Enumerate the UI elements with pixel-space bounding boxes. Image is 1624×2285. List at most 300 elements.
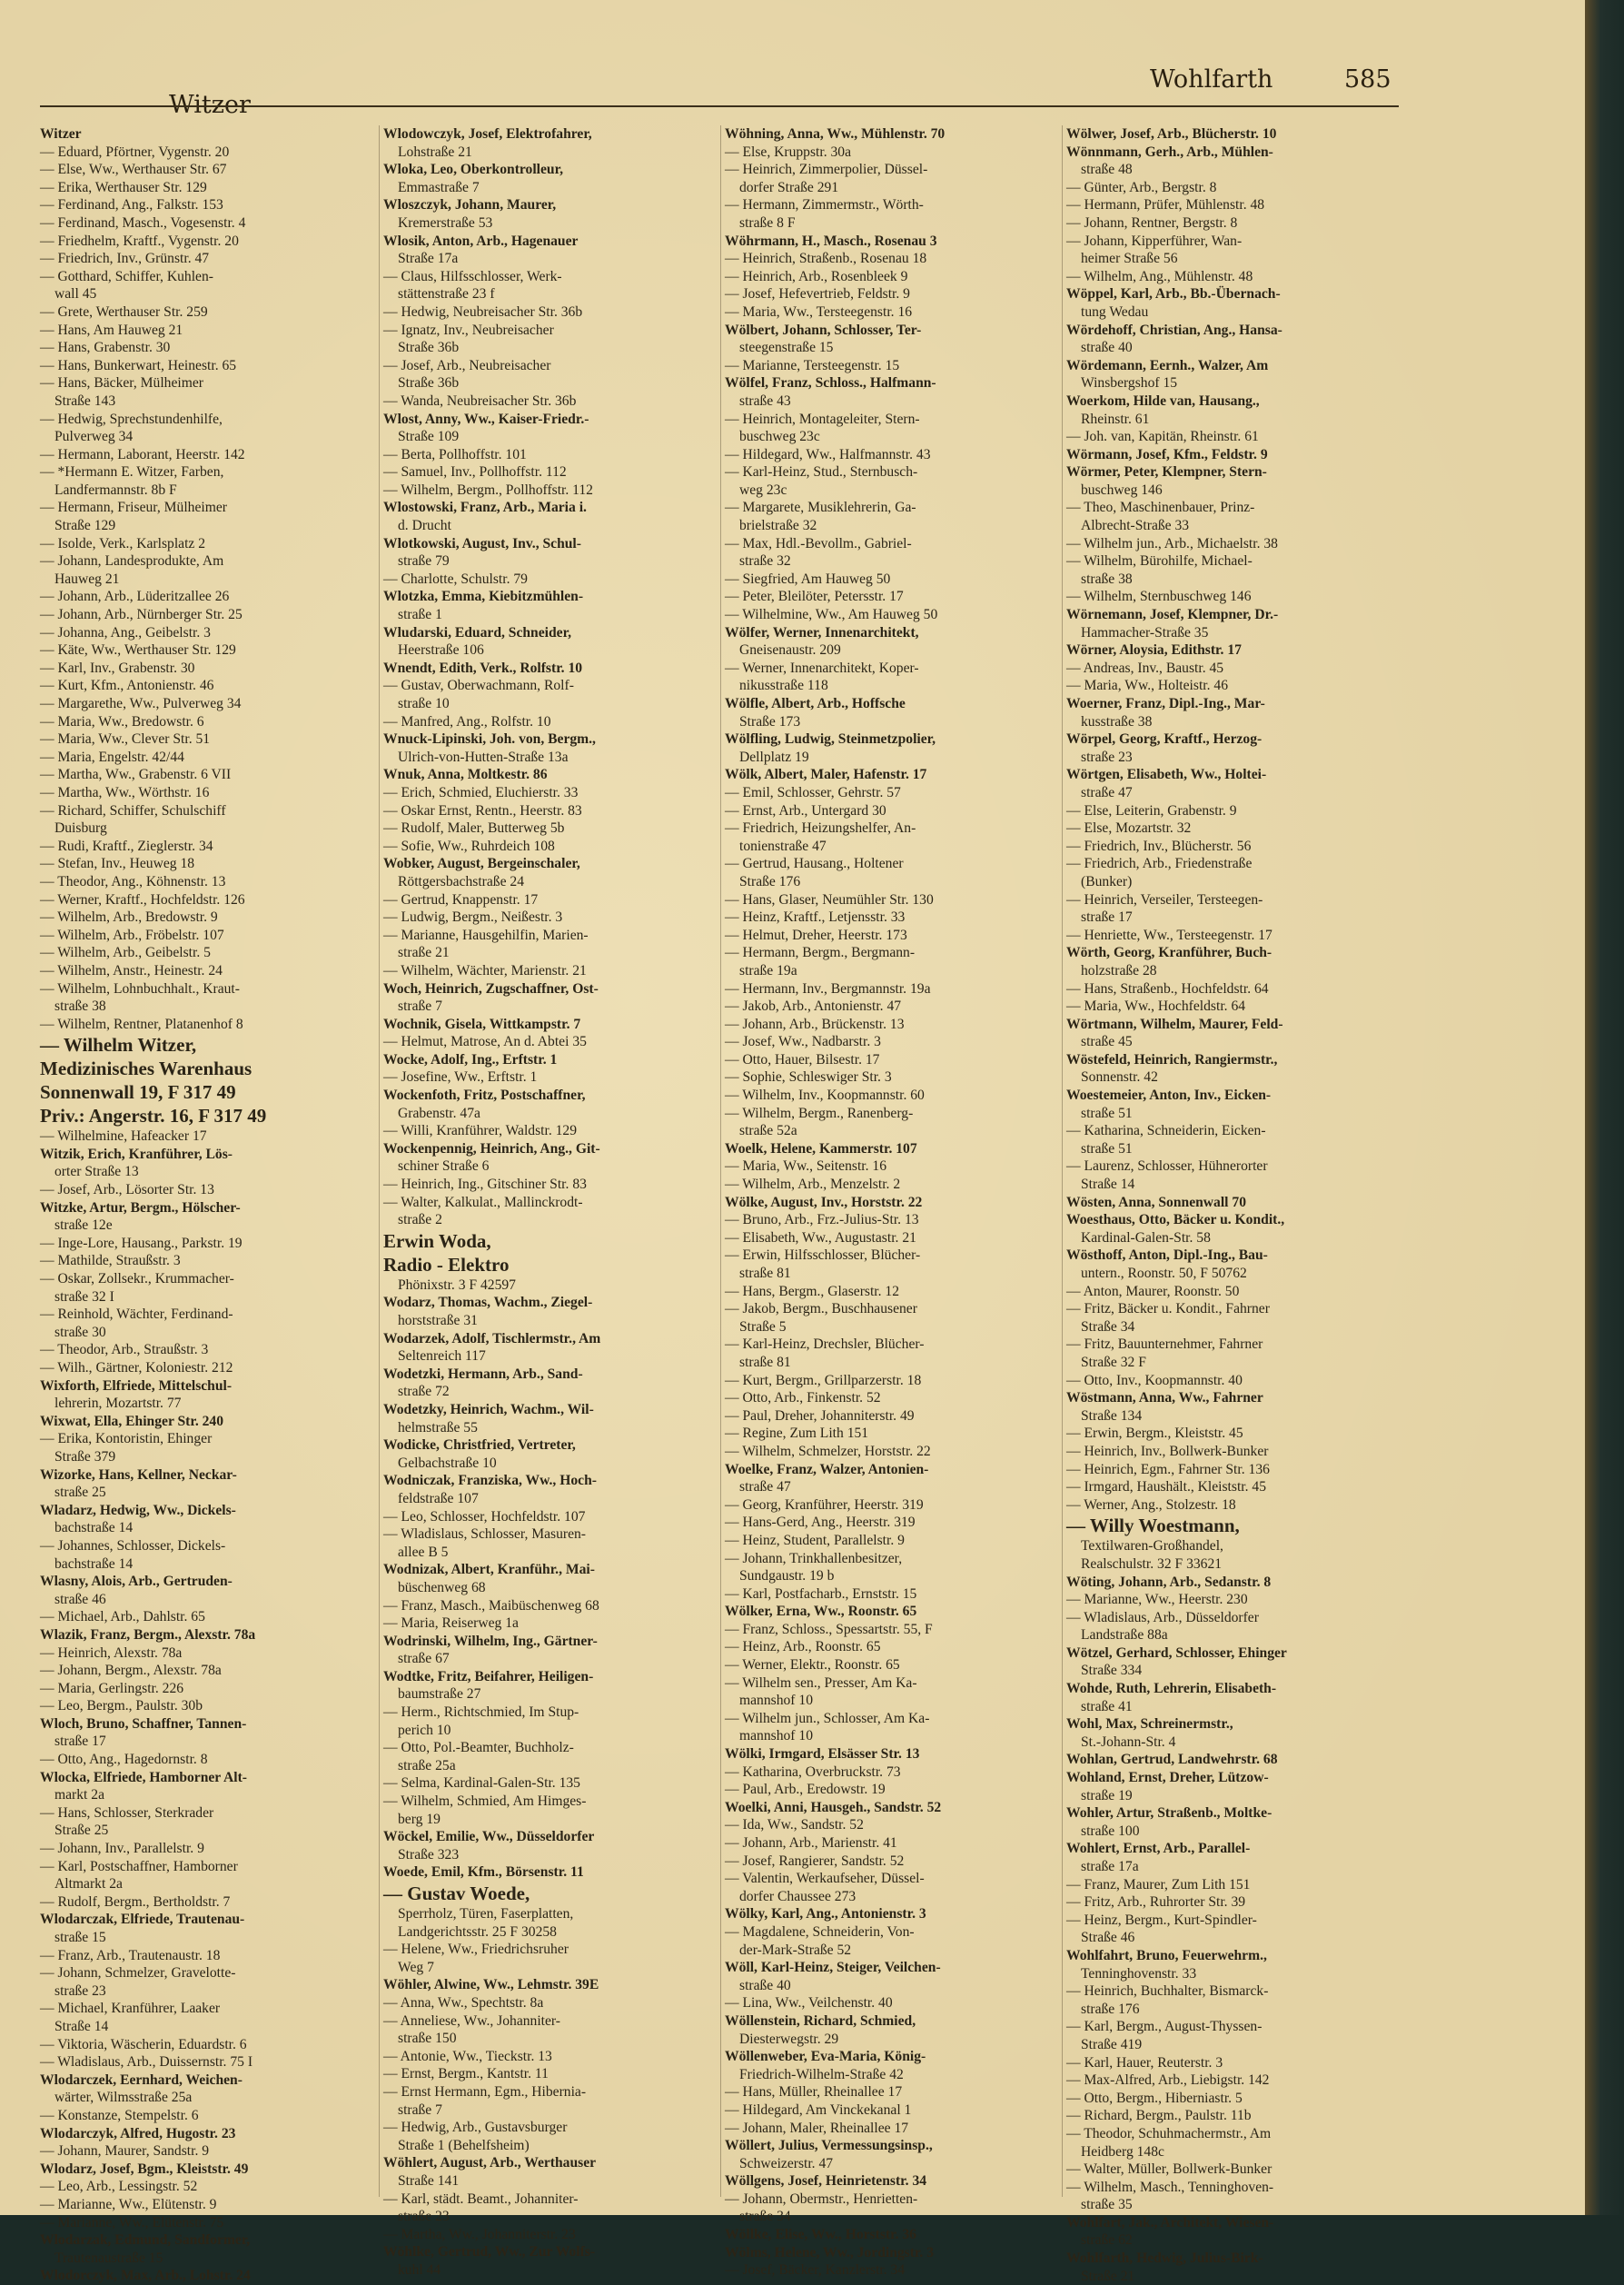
directory-entry-line: — Josef, Bäcker, Kanzlerstr. 34 <box>725 2262 906 2279</box>
directory-entry-line: d. Drucht <box>398 518 451 534</box>
directory-entry-line: helmstraße 55 <box>398 1419 478 1436</box>
directory-entry-line: Wöllert, Julius, Vermessungsinsp., <box>725 2138 933 2154</box>
directory-entry-line: — Michael, Arb., Dahlstr. 65 <box>40 1609 205 1625</box>
directory-entry-line: orter Straße 13 <box>54 1164 139 1180</box>
directory-entry-line: — Selma, Kardinal-Galen-Str. 135 <box>383 1775 580 1792</box>
directory-entry-line: — Else, Mozartstr. 32 <box>1066 820 1192 837</box>
directory-entry-line: Wizorke, Hans, Kellner, Neckar- <box>40 1466 237 1483</box>
directory-entry-line: — Hans-Gerd, Ang., Heerstr. 319 <box>725 1515 916 1531</box>
directory-entry-line: straße 43 <box>739 392 791 409</box>
directory-entry-line: — Hermann, Prüfer, Mühlenstr. 48 <box>1066 197 1265 214</box>
directory-entry-line: nikusstraße 118 <box>739 678 828 694</box>
directory-entry-line: — Kurt, Bergm., Grillparzerstr. 18 <box>725 1372 922 1388</box>
directory-entry-line: straße 48 <box>1081 162 1133 178</box>
column-3 <box>725 125 1065 2279</box>
directory-entry-line: — Henriette, Ww., Tersteegenstr. 17 <box>1066 927 1272 943</box>
directory-entry-line: — Franz, Maurer, Zum Lith 151 <box>1066 1876 1251 1893</box>
directory-entry-line: — Friedrich, Heizungshelfer, An- <box>725 820 916 837</box>
directory-entry-line: — Herm., Richtschmied, Im Stup- <box>383 1704 579 1721</box>
directory-entry-line: — Ignatz, Inv., Neubreisacher <box>383 322 554 338</box>
directory-entry-line: — Gustav Woede, <box>383 1883 530 1904</box>
directory-entry-line: — Hildegard, Am Vinckekanal 1 <box>725 2101 912 2118</box>
directory-entry-line: Wölker, Erna, Ww., Roonstr. 65 <box>725 1604 917 1620</box>
directory-entry-line: — Marianne, Ww., Heerstr. 230 <box>1066 1592 1248 1608</box>
directory-entry-line: straße 38 <box>1081 571 1133 587</box>
directory-entry-line: Gelbachstraße 10 <box>398 1455 497 1471</box>
directory-entry-line: — Margarete, Musiklehrerin, Ga- <box>725 500 916 516</box>
directory-entry-line: Wodniczak, Franziska, Ww., Hoch- <box>383 1473 597 1489</box>
directory-entry-line: — Heinrich, Zimmerpolier, Düssel- <box>725 162 928 178</box>
directory-entry-line: straße 7 <box>398 998 442 1015</box>
directory-entry-line: Trautenaustraße 15 <box>54 2250 163 2266</box>
directory-entry-line: — Hans, Bäcker, Mülheimer <box>40 375 203 392</box>
directory-entry-line: — Regine, Zum Lith 151 <box>725 1426 869 1442</box>
directory-entry-line: — Heinrich, Arb., Rosenbleek 9 <box>725 268 908 284</box>
directory-entry-line: heimer Straße 56 <box>1081 251 1178 267</box>
directory-entry-line: — Otto, Pol.-Beamter, Buchholz- <box>383 1740 574 1756</box>
directory-entry-line: — Maria, Ww., Tersteegenstr. 16 <box>725 303 913 320</box>
directory-entry-line: Tenninghovenstr. 33 <box>1081 1965 1197 1982</box>
directory-entry-line: — Leo, Arb., Lessingstr. 52 <box>40 2179 198 2195</box>
directory-entry-line: — Max, Hdl.-Bevollm., Gabriel- <box>725 535 912 551</box>
directory-entry-line: Realschulstr. 32 F 33621 <box>1081 1555 1223 1572</box>
directory-entry-line: — Erich, Schmied, Eluchierstr. 33 <box>383 784 579 800</box>
directory-entry-line: Woerner, Franz, Dipl.-Ing., Mar- <box>1066 696 1265 711</box>
directory-entry-line: Dellplatz 19 <box>739 749 809 765</box>
directory-entry-line: Textilwaren-Großhandel, <box>1081 1538 1223 1555</box>
directory-entry-line: baumstraße 27 <box>398 1686 481 1703</box>
directory-entry-line: — Heinz, Kraftf., Letjensstr. 33 <box>725 909 906 926</box>
directory-entry-line: (Bunker) <box>1081 873 1133 889</box>
directory-entry-line: Wölfle, Albert, Arb., Hoffsche <box>725 696 906 711</box>
directory-entry-line: — Friedrich, Arb., Friedenstraße <box>1066 856 1253 872</box>
directory-entry-line: — Inge-Lore, Hausang., Parkstr. 19 <box>40 1235 243 1251</box>
directory-entry-line: straße 150 <box>398 2031 457 2047</box>
directory-entry-line: — Willy Woestmann, <box>1066 1515 1240 1537</box>
directory-entry-line: Wodarzek, Adolf, Tischlermstr., Am <box>383 1330 601 1346</box>
directory-entry-line: — Heinz, Bergm., Kurt-Spindler- <box>1066 1912 1257 1928</box>
directory-entry-line: — Maria, Ww., Bredowstr. 6 <box>40 713 204 730</box>
directory-entry-line: Grabenstr. 47a <box>398 1105 480 1121</box>
directory-entry-line: — Martha, Ww., Johanniterstr. 23 <box>383 2226 576 2242</box>
directory-entry-line: — Reinhold, Wächter, Ferdinand- <box>40 1306 233 1323</box>
directory-entry-line: — Hedwig, Sprechstundenhilfe, <box>40 411 223 427</box>
column-1 <box>40 125 381 2284</box>
directory-entry-line: Wnuk, Anna, Moltkestr. 86 <box>383 767 548 783</box>
directory-entry-line: Wlodarczyk, Alfred, Hugostr. 23 <box>40 2125 236 2141</box>
directory-entry-line: — Margarethe, Ww., Pulverweg 34 <box>40 696 242 711</box>
directory-entry-line: Wohler, Artur, Straßenb., Moltke- <box>1066 1805 1272 1822</box>
directory-entry-line: Wörner, Aloysia, Edithstr. 17 <box>1066 642 1242 659</box>
directory-entry-line: schiner Straße 6 <box>398 1158 490 1175</box>
directory-entry-line: straße 15 <box>54 1930 106 1945</box>
directory-entry-line: Ulrich-von-Hutten-Straße 13a <box>398 749 569 765</box>
directory-entry-line: straße 23 <box>54 1982 106 1999</box>
directory-entry-line: Wöckel, Emilie, Ww., Düsseldorfer <box>383 1829 595 1845</box>
directory-entry-line: — Johann, Arb., Marienstr. 41 <box>725 1835 897 1851</box>
directory-entry-line: straße 17a <box>1081 1859 1139 1874</box>
directory-entry-line: Straße 176 <box>739 873 801 889</box>
directory-entry-line: weg 23c <box>739 482 787 498</box>
directory-entry-line: untern., Roonstr. 50, F 50762 <box>1081 1266 1247 1281</box>
directory-entry-line: Wönnmann, Gerh., Arb., Mühlen- <box>1066 144 1273 160</box>
directory-entry-line: St.-Johann-Str. 4 <box>1081 1734 1176 1750</box>
directory-entry-line: Wockenpennig, Heinrich, Ang., Git- <box>383 1140 600 1157</box>
directory-entry-line: steegenstraße 15 <box>739 340 834 356</box>
directory-entry-line: — Friedrich, Inv., Grünstr. 47 <box>40 251 210 267</box>
directory-entry-line: Wöhrmann, H., Masch., Rosenau 3 <box>725 233 937 249</box>
directory-entry-line: Friedrich-Wilhelm-Straße 42 <box>739 2066 904 2082</box>
directory-entry-line: Wlost, Anny, Ww., Kaiser-Friedr.- <box>383 411 589 427</box>
directory-entry-line: — Konstanze, Stempelstr. 6 <box>40 2107 199 2123</box>
directory-entry-line: straße 19a <box>739 962 797 979</box>
directory-entry-line: — Josefine, Ww., Erftstr. 1 <box>383 1069 538 1086</box>
directory-entry-line: — Hedwig, Neubreisacher Str. 36b <box>383 303 583 320</box>
directory-entry-line: — Otto, Bergm., Hiberniastr. 5 <box>1066 2090 1243 2106</box>
directory-entry-line: Wlodarz, Josef, Bgm., Kleiststr. 49 <box>40 2161 249 2177</box>
directory-entry-line: — Leo, Bergm., Paulstr. 30b <box>40 1698 203 1714</box>
directory-entry-line: — Peter, Bleilöter, Petersstr. 17 <box>725 589 904 605</box>
directory-entry-line: — Wilhelm jun., Schlosser, Am Ka- <box>725 1710 930 1726</box>
directory-entry-line: Wocke, Adolf, Ing., Erftstr. 1 <box>383 1051 558 1068</box>
directory-entry-line: straße 8 F <box>739 214 796 231</box>
directory-entry-line: — Marianne, Ww., Elütenstr. 75 <box>40 2214 224 2230</box>
directory-entry-line: Wölfer, Werner, Innenarchitekt, <box>725 624 919 641</box>
directory-entry-line: — Mathilde, Straußstr. 3 <box>40 1253 181 1269</box>
directory-entry-line: — Wilhelm, Inv., Koopmannstr. 60 <box>725 1088 925 1104</box>
directory-entry-line: Woede, Emil, Kfm., Börsenstr. 11 <box>383 1864 584 1881</box>
directory-entry-line: — *Hermann E. Witzer, Farben, <box>40 464 224 481</box>
directory-entry-line: Straße 1 (Behelfsheim) <box>398 2137 530 2153</box>
directory-entry-line: Wohlfahrt, Bruno, Feuerwehrm., <box>1066 1947 1267 1963</box>
directory-entry-line: — Johann, Arb., Brückenstr. 13 <box>725 1016 905 1032</box>
directory-entry-line: — Laurenz, Schlosser, Hühnerorter <box>1066 1158 1268 1175</box>
directory-entry-line: — Wilhelmine, Hafeacker 17 <box>40 1128 207 1145</box>
directory-entry-line: — Oskar Ernst, Rentn., Heerstr. 83 <box>383 802 582 819</box>
directory-entry-line: — Wilhelm, Arb., Menzelstr. 2 <box>725 1177 901 1193</box>
directory-entry-line: — Heinrich, Montageleiter, Stern- <box>725 411 920 427</box>
directory-entry-line: — Marianne, Hausgehilfin, Marien- <box>383 927 589 943</box>
directory-entry-line: straße 17 <box>54 1734 106 1750</box>
directory-entry-line: Straße 36b <box>398 340 460 356</box>
directory-entry-line: straße 7 <box>398 2101 442 2118</box>
directory-entry-line: Duisburg <box>54 820 107 837</box>
directory-entry-line: — Erwin, Hilfsschlosser, Blücher- <box>725 1247 921 1264</box>
directory-entry-line: Wöstmann, Anna, Ww., Fahrner <box>1066 1390 1263 1406</box>
directory-entry-line: straße 23 <box>398 2209 450 2225</box>
directory-entry-line: wärter, Wilmsstraße 25a <box>54 2090 193 2106</box>
directory-entry-line: Wöllenstein, Richard, Schmied, <box>725 2012 916 2029</box>
directory-entry-line: — Hans, Schlosser, Sterkrader <box>40 1804 214 1821</box>
directory-entry-line: Wohl, Max, Schreinermstr., <box>1066 1716 1233 1733</box>
directory-entry-line: Phönixstr. 3 F 42597 <box>398 1277 516 1293</box>
directory-entry-line: der-Mark-Straße 52 <box>739 1942 852 1958</box>
directory-entry-line: holzstraße 28 <box>1081 962 1157 979</box>
directory-entry-line: Woestemeier, Anton, Inv., Eicken- <box>1066 1088 1272 1104</box>
directory-entry-line: straße 38 <box>54 998 106 1015</box>
directory-entry-line: Wixforth, Elfriede, Mittelschul- <box>40 1377 233 1394</box>
directory-entry-line: — Heinz, Arb., Roonstr. 65 <box>725 1639 881 1655</box>
directory-entry-line: Hammacher-Straße 35 <box>1081 624 1209 641</box>
directory-entry-line: Straße 14 <box>1081 1177 1135 1193</box>
directory-entry-line: — Gustav, Oberwachmann, Rolf- <box>383 678 574 694</box>
directory-entry-line: Wlodorczyk, Max, Arb., Lohstr. 24 <box>40 2268 251 2284</box>
directory-entry-line: — Wilhelm, Schmelzer, Horststr. 22 <box>725 1443 931 1459</box>
directory-entry-line: straße 72 <box>398 1384 450 1400</box>
directory-entry-line: — Sophie, Schleswiger Str. 3 <box>725 1069 892 1086</box>
directory-entry-line: — Johann, Maurer, Sandstr. 9 <box>40 2143 210 2160</box>
directory-entry-line: — Marianne, Ww., Elütenstr. 9 <box>40 2196 217 2212</box>
directory-entry-line: straße 2 <box>398 1212 442 1228</box>
directory-entry-line: — Hans, Müller, Rheinallee 17 <box>725 2084 903 2101</box>
directory-entry-line: straße 30 <box>54 1324 106 1340</box>
directory-entry-line: — Viktoria, Wäscherin, Eduardstr. 6 <box>40 2036 247 2052</box>
directory-entry-line: straße 67 <box>398 1651 450 1667</box>
directory-entry-line: — Werner, Kraftf., Hochfeldstr. 126 <box>40 891 245 908</box>
directory-entry-line: Wochnik, Gisela, Wittkampstr. 7 <box>383 1016 581 1032</box>
directory-entry-line: — Wladislaus, Schlosser, Masuren- <box>383 1526 586 1543</box>
directory-entry-line: — Maria, Ww., Hochfeldstr. 64 <box>1066 998 1246 1015</box>
directory-entry-line: straße 40 <box>1081 340 1133 356</box>
directory-entry-line: — Hermann, Bergm., Bergmann- <box>725 945 916 961</box>
directory-entry-line: perich 10 <box>398 1722 451 1738</box>
directory-entry-line: — Joh. van, Kapitän, Rheinstr. 61 <box>1066 429 1259 445</box>
directory-entry-line: straße 25 <box>54 1485 106 1501</box>
directory-entry-line: Diesterwegstr. 29 <box>739 2031 839 2047</box>
directory-entry-line: Sundgaustr. 19 b <box>739 1568 835 1585</box>
directory-entry-line: — Fritz, Arb., Ruhrorter Str. 39 <box>1066 1894 1246 1911</box>
directory-entry-line: Wodetzki, Hermann, Arb., Sand- <box>383 1366 583 1382</box>
directory-entry-line: Woelki, Anni, Hausgeh., Sandstr. 52 <box>725 1799 942 1815</box>
directory-entry-line: Kardinal-Galen-Str. 58 <box>1081 1229 1211 1246</box>
directory-entry-line: Wixwat, Ella, Ehinger Str. 240 <box>40 1413 224 1429</box>
directory-entry-line: wall 45 <box>54 286 97 303</box>
directory-entry-line: Winsbergshof 15 <box>1081 375 1178 392</box>
directory-entry-line: Wlazik, Franz, Bergm., Alexstr. 78a <box>40 1626 256 1643</box>
directory-entry-line: Wladarz, Hedwig, Ww., Dickels- <box>40 1502 236 1518</box>
directory-entry-line: Wölfling, Ludwig, Steinmetzpolier, <box>725 731 936 748</box>
page-header <box>0 64 1585 119</box>
directory-entry-line: Witzik, Erich, Kranführer, Lös- <box>40 1146 233 1162</box>
directory-entry-line: straße 19 <box>1081 1787 1133 1803</box>
directory-entry-line: Straße 419 <box>1081 2036 1143 2052</box>
directory-entry-line: Wöll, Karl-Heinz, Steiger, Veilchen- <box>725 1960 941 1976</box>
directory-entry-line: kuhl 44 <box>398 2261 441 2278</box>
directory-entry-line: — Otto, Ang., Hagedornstr. 8 <box>40 1752 208 1768</box>
directory-entry-line: Medizinisches Warenhaus <box>40 1058 253 1080</box>
directory-entry-line: — Willi, Kranführer, Waldstr. 129 <box>383 1123 578 1139</box>
directory-entry-line: Wnuck-Lipinski, Joh. von, Bergm., <box>383 731 596 748</box>
directory-entry-line: — Antonie, Ww., Tieckstr. 13 <box>383 2048 552 2064</box>
directory-entry-line: Straße 25 <box>54 1823 109 1839</box>
directory-entry-line: — Hermann, Inv., Bergmannstr. 19a <box>725 980 931 997</box>
directory-entry-line: — Johann, Rentner, Bergstr. 8 <box>1066 214 1238 231</box>
directory-entry-line: Woch, Heinrich, Zugschaffner, Ost- <box>383 980 599 997</box>
directory-entry-line: — Else, Kruppstr. 30a <box>725 144 852 160</box>
directory-entry-line: — Ferdinand, Ang., Falkstr. 153 <box>40 197 223 214</box>
directory-entry-line: Heerstraße 106 <box>398 642 484 659</box>
directory-entry-line: — Wilhelm, Lohnbuchhalt., Kraut- <box>40 980 240 997</box>
header-right-title: Wohlfarth <box>1150 65 1273 94</box>
directory-entry-line: Sonnenwall 19, F 317 49 <box>40 1081 236 1104</box>
directory-entry-line: Wördemann, Eernh., Walzer, Am <box>1066 357 1269 373</box>
directory-entry-line: Wludarski, Eduard, Schneider, <box>383 624 571 641</box>
directory-entry-line: Wölky, Karl, Ang., Antonienstr. 3 <box>725 1906 926 1922</box>
directory-entry-line: — Hermann, Friseur, Mülheimer <box>40 500 227 516</box>
directory-entry-line: — Rudi, Kraftf., Zieglerstr. 34 <box>40 838 213 854</box>
directory-entry-line: — Hans, Bergm., Glaserstr. 12 <box>725 1283 900 1299</box>
directory-entry-line: Straße 14 <box>54 2018 109 2034</box>
directory-entry-line: — Ernst, Bergm., Kantstr. 11 <box>383 2066 549 2082</box>
directory-entry-line: — Isolde, Verk., Karlsplatz 2 <box>40 535 206 551</box>
directory-entry-line: Woesthaus, Otto, Bäcker u. Kondit., <box>1066 1212 1285 1228</box>
directory-entry-line: straße 10 <box>398 696 450 711</box>
directory-entry-line: Seltenreich 117 <box>398 1348 486 1365</box>
directory-entry-line: straße 12e <box>54 1217 113 1234</box>
directory-entry-line: — Oskar, Zollsekr., Krummacher- <box>40 1271 234 1287</box>
directory-entry-line: — Hans, Bunkerwart, Heinestr. 65 <box>40 357 237 373</box>
directory-entry-line: — Werner, Elektr., Roonstr. 65 <box>725 1657 900 1674</box>
directory-entry-line: Radio - Elektro <box>383 1253 510 1276</box>
directory-entry-line: Straße 17a <box>398 251 459 267</box>
directory-entry-line: — Gotthard, Schiffer, Kuhlen- <box>40 268 213 284</box>
directory-entry-line: — Hans, Am Hauweg 21 <box>40 322 183 338</box>
directory-entry-line: — Elisabeth, Ww., Augustastr. 21 <box>725 1229 916 1246</box>
directory-entry-line: — Marianne, Tersteegenstr. 15 <box>725 357 900 373</box>
directory-entry-line: Straße 334 <box>1081 1663 1143 1679</box>
directory-entry-line: Wöting, Johann, Arb., Sedanstr. 8 <box>1066 1574 1272 1590</box>
directory-entry-line: Wohde, Ruth, Lehrerin, Elisabeth- <box>1066 1681 1277 1697</box>
directory-entry-line: — Ferdinand, Masch., Vogesenstr. 4 <box>40 214 246 231</box>
directory-entry-line: Wohlan, Gertrud, Landwehrstr. 68 <box>1066 1752 1278 1768</box>
directory-entry-line: — Wilhelm jun., Arb., Michaelstr. 38 <box>1066 535 1278 551</box>
directory-entry-line: Wlodowczyk, Josef, Elektrofahrer, <box>383 126 592 142</box>
directory-entry-line: — Erika, Werthauser Str. 129 <box>40 179 207 195</box>
directory-entry-line: — Ida, Ww., Sandstr. 52 <box>725 1817 864 1833</box>
directory-entry-line: — Jakob, Arb., Antonienstr. 47 <box>725 998 902 1015</box>
directory-entry-line: — Wladislaus, Arb., Düsseldorfer <box>1066 1609 1259 1625</box>
directory-entry-line: Wnendt, Edith, Verk., Rolfstr. 10 <box>383 660 583 676</box>
directory-entry-line: — Rudolf, Bergm., Bertholdstr. 7 <box>40 1893 231 1910</box>
column-4 <box>1066 125 1407 2284</box>
directory-entry-line: — Maria, Reiserweg 1a <box>383 1615 519 1632</box>
directory-entry-line: — Georg, Kranführer, Heerstr. 319 <box>725 1496 924 1513</box>
header-rule <box>40 105 1399 107</box>
directory-entry-line: — Franz, Masch., Maibüschenweg 68 <box>383 1597 599 1614</box>
directory-entry-line: — Maria, Gerlingstr. 226 <box>40 1680 184 1696</box>
directory-entry-line: Wöhlke, Gertrud, Ww., Zur Wolfs- <box>383 2244 596 2260</box>
directory-entry-line: Wlasny, Alois, Arb., Gertruden- <box>40 1574 233 1590</box>
directory-entry-line: — Johann, Maler, Rheinallee 17 <box>725 2120 909 2136</box>
directory-entry-line: — Samuel, Inv., Pollhoffstr. 112 <box>383 464 567 481</box>
directory-entry-line: straße 81 <box>739 1354 791 1370</box>
directory-entry-line: — Helmut, Dreher, Heerstr. 173 <box>725 927 907 943</box>
directory-entry-line: straße 46 <box>54 1591 106 1607</box>
directory-entry-line: — Franz, Arb., Trautenaustr. 18 <box>40 1947 221 1963</box>
directory-entry-line: straße 47 <box>739 1479 791 1495</box>
directory-entry-line: Wodicke, Christfried, Vertreter, <box>383 1437 576 1454</box>
directory-entry-line: — Otto, Hauer, Bilsestr. 17 <box>725 1051 880 1068</box>
directory-entry-line: — Wilhelm, Ang., Mühlenstr. 48 <box>1066 268 1253 284</box>
directory-entry-line: — Wilhelm, Arb., Fröbelstr. 107 <box>40 927 224 943</box>
directory-entry-line: allee B 5 <box>398 1544 449 1560</box>
directory-entry-line: Wöhning, Anna, Ww., Mühlenstr. 70 <box>725 126 946 142</box>
directory-entry-line: — Karl, städt. Beamt., Johanniter- <box>383 2191 579 2207</box>
directory-entry-line: — Bruno, Arb., Frz.-Julius-Str. 13 <box>725 1212 919 1228</box>
directory-entry-line: — Wilhelm sen., Presser, Am Ka- <box>725 1674 917 1691</box>
directory-entry-line: straße 32 <box>739 553 791 570</box>
directory-entry-line: Albrecht-Straße 33 <box>1081 518 1190 534</box>
directory-entry-line: — Wilh., Gärtner, Koloniestr. 212 <box>40 1360 233 1376</box>
directory-entry-line: Wösthoff, Anton, Dipl.-Ing., Bau- <box>1066 1247 1268 1264</box>
directory-entry-line: Wlodarzak, Edmund, Sandformer, <box>40 2232 251 2249</box>
directory-entry-line: straße 17 <box>1081 909 1133 926</box>
directory-entry-line: straße 100 <box>1081 1823 1140 1839</box>
directory-entry-line: — Heinrich, Alexstr. 78a <box>40 1644 183 1661</box>
directory-entry-line: mannshof 10 <box>739 1728 813 1744</box>
directory-entry-line: — Wilhelm, Sternbuschweg 146 <box>1066 589 1252 605</box>
directory-entry-line: dorfer Straße 291 <box>739 179 839 195</box>
directory-entry-line: Pulverweg 34 <box>54 429 134 445</box>
directory-entry-line: Wörtgen, Elisabeth, Ww., Holtei- <box>1066 767 1267 783</box>
directory-entry-line: — Wilhelmine, Ww., Am Hauweg 50 <box>725 607 938 623</box>
directory-entry-line: — Johann, Obermstr., Henrietten- <box>725 2191 918 2207</box>
directory-entry-line: Straße 34 <box>1081 1318 1135 1335</box>
directory-entry-line: Wohlfarth, Hedwig, Julius-Birk- <box>1066 2250 1263 2267</box>
directory-entry-line: Wörtmann, Wilhelm, Maurer, Feld- <box>1066 1016 1283 1032</box>
directory-entry-line: — Andreas, Inv., Baustr. 45 <box>1066 660 1224 676</box>
directory-entry-line: Wobker, August, Bergeinschaler, <box>383 856 580 872</box>
directory-entry-line: — Josef, Arb., Neubreisacher <box>383 357 551 373</box>
directory-entry-line: — Fritz, Bauunternehmer, Fahrner <box>1066 1336 1263 1353</box>
directory-entry-line: — Hans, Straßenb., Hochfeldstr. 64 <box>1066 980 1269 997</box>
directory-entry-line: straße 1 <box>398 607 442 623</box>
directory-entry-line: Wloka, Leo, Oberkontrolleur, <box>383 162 563 178</box>
directory-entry-line: — Johann, Trinkhallenbesitzer, <box>725 1550 903 1566</box>
directory-entry-line: — Else, Ww., Werthauser Str. 67 <box>40 162 227 178</box>
directory-entry-line: — Wanda, Neubreisacher Str. 36b <box>383 392 577 409</box>
directory-entry-line: Wölfel, Franz, Schloss., Halfmann- <box>725 375 936 392</box>
directory-entry-line: — Wilhelm, Arb., Bredowstr. 9 <box>40 909 218 926</box>
directory-entry-line: Witzer <box>40 126 82 142</box>
directory-entry-line: — Gertrud, Knappenstr. 17 <box>383 891 539 908</box>
directory-entry-line: büschenweg 68 <box>398 1579 486 1595</box>
directory-entry-line: — Hedwig, Arb., Gustavsburger <box>383 2120 568 2136</box>
directory-entry-line: — Emil, Schlosser, Gehrstr. 57 <box>725 784 901 800</box>
directory-entry-line: — Paul, Arb., Eredowstr. 19 <box>725 1782 886 1798</box>
directory-entry-line: straße 52a <box>739 1123 797 1139</box>
directory-entry-line: straße 21 <box>398 945 450 961</box>
directory-entry-line: — Josef, Ww., Nadbarstr. 3 <box>725 1034 881 1050</box>
directory-entry-line: straße 41 <box>1081 1698 1133 1714</box>
directory-entry-line: Straße 143 <box>54 392 116 409</box>
directory-entry-line: — Karl-Heinz, Stud., Sternbusch- <box>725 464 918 481</box>
directory-entry-line: — Sofie, Ww., Ruhrdeich 108 <box>383 838 555 854</box>
directory-entry-line: — Werner, Ang., Stolzestr. 18 <box>1066 1496 1236 1513</box>
directory-entry-line: — Heinrich, Verseiler, Tersteegen- <box>1066 891 1263 908</box>
directory-entry-line: straße 25a <box>398 1757 456 1773</box>
directory-entry-line: Wlosik, Anton, Arb., Hagenauer <box>383 233 579 249</box>
directory-entry-line: — Karl, Postfacharb., Ernststr. 15 <box>725 1585 917 1602</box>
directory-entry-line: Wodarz, Thomas, Wachm., Ziegel- <box>383 1295 593 1311</box>
directory-entry-line: — Heinrich, Straßenb., Rosenau 18 <box>725 251 927 267</box>
entry-columns <box>40 125 1402 2284</box>
directory-entry-line: Wörmer, Peter, Klempner, Stern- <box>1066 464 1267 481</box>
directory-entry-line: — Paul, Dreher, Johanniterstr. 49 <box>725 1407 915 1424</box>
directory-entry-line: — Wilhelm, Bergm., Pollhoffstr. 112 <box>383 482 593 498</box>
header-left-title: Witzer <box>169 91 251 119</box>
directory-entry-line: — Helmut, Matrose, An d. Abtei 35 <box>383 1034 587 1050</box>
